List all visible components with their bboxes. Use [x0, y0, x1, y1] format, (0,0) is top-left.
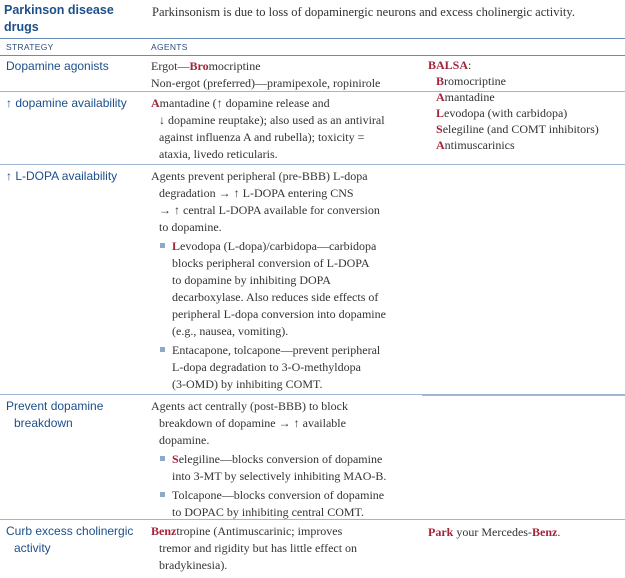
agents-cell	[151, 398, 417, 521]
agent-text: ataxia, livedo reticularis.	[159, 147, 278, 161]
agent-highlight: L	[172, 239, 181, 253]
agent-text: blocks peripheral conversion of L-DOPA	[172, 256, 370, 270]
balsa-item: ntimuscarinics	[444, 138, 515, 152]
agent-text: Entacapone, tolcapone—prevent peripheral	[172, 343, 381, 357]
agent-highlight: Bro	[189, 59, 209, 73]
agent-highlight: A	[151, 96, 160, 110]
agent-text: elegiline—blocks conversion of dopamine	[178, 452, 383, 466]
agents-cell	[151, 168, 417, 393]
agent-highlight: S	[172, 452, 179, 466]
agent-text: tropine (Antimuscarinic; improves	[176, 524, 343, 538]
mnemonic-highlight: Benz	[531, 525, 558, 539]
strategy-cell: ↑ L-DOPA availability	[6, 169, 118, 183]
mnemonic-highlight: Park	[428, 525, 454, 539]
page-title: Parkinson disease drugs	[4, 3, 114, 34]
agent-text: evodopa (L-dopa)/carbidopa—carbidopa	[180, 239, 377, 253]
agents-cell	[151, 58, 417, 92]
strategy-cell	[6, 398, 146, 432]
agents-cell	[151, 523, 417, 574]
bullet-square-icon	[160, 243, 165, 248]
agent-text: decarboxylase. Also reduces side effects of	[172, 290, 379, 304]
bullet-square-icon	[160, 492, 165, 497]
agent-text: dopamine.	[159, 433, 210, 447]
mnemonic-text: your Mercedes-	[453, 525, 532, 539]
column-header-agents: AGENTS	[151, 42, 188, 52]
agent-text: into 3-MT by selectively inhibiting MAO-B.	[172, 469, 387, 483]
balsa-letter: A	[436, 90, 445, 104]
balsa-item: elegiline (and COMT inhibitors)	[442, 122, 599, 136]
strategy-cell	[6, 523, 146, 557]
agent-text: Agents act centrally (post-BBB) to block	[151, 399, 348, 413]
balsa-letter: A	[436, 138, 445, 152]
table-row	[0, 520, 625, 576]
list-item	[151, 238, 417, 340]
list-item	[151, 342, 417, 393]
strategy-text: Prevent dopamine	[6, 399, 104, 413]
agent-text: Tolcapone—blocks conversion of dopamine	[172, 488, 385, 502]
strategy-text: Curb excess cholinergic	[6, 524, 134, 538]
agent-text: (3-OMD) by inhibiting COMT.	[172, 377, 323, 391]
list-item	[151, 451, 417, 485]
bullet-square-icon	[160, 456, 165, 461]
agent-text: ↓ dopamine reuptake); also used as an antiviral	[159, 113, 385, 127]
agent-text: bradykinesia).	[159, 558, 228, 572]
agent-text: degradation → ↑ L-DOPA entering CNS	[159, 186, 354, 200]
balsa-mnemonic	[428, 57, 623, 153]
strategy-text: activity	[14, 541, 51, 555]
agent-text: (e.g., nausea, vomiting).	[172, 324, 289, 338]
balsa-item: mantadine	[444, 90, 495, 104]
table-row	[0, 395, 625, 520]
benz-mnemonic	[428, 524, 623, 540]
agent-text: against influenza A and rubella); toxicity =	[159, 130, 365, 144]
agent-text: to dopamine by inhibiting DOPA	[172, 273, 331, 287]
balsa-letter: L	[436, 106, 445, 120]
agent-text: Agents prevent peripheral (pre-BBB) L-dopa	[151, 169, 368, 183]
agent-text: to dopamine.	[159, 220, 222, 234]
agent-text: mantadine (↑ dopamine release and	[159, 96, 330, 110]
list-item	[151, 487, 417, 521]
column-header-row	[0, 38, 625, 56]
balsa-letter: S	[436, 122, 443, 136]
balsa-item: evodopa (with carbidopa)	[444, 106, 568, 120]
balsa-item: romocriptine	[444, 74, 506, 88]
balsa-letter: B	[436, 74, 445, 88]
agent-text: L-dopa degradation to 3-O-methyldopa	[172, 360, 361, 374]
agent-highlight: Benz	[151, 524, 177, 538]
table-row	[0, 165, 625, 395]
agent-text: Ergot—	[151, 59, 190, 73]
agents-cell	[151, 95, 417, 163]
agent-text: breakdown of dopamine → ↑ available	[159, 416, 346, 430]
agent-text: → ↑ central L-DOPA available for conversion	[159, 203, 380, 217]
mnemonic-text: .	[557, 525, 561, 539]
strategy-cell: ↑ dopamine availability	[6, 96, 127, 110]
bullet-square-icon	[160, 347, 165, 352]
agent-text: peripheral L-dopa conversion into dopamine	[172, 307, 386, 321]
agent-text: to DOPAC by inhibiting central COMT.	[172, 505, 364, 519]
agent-text: tremor and rigidity but has little effect on	[159, 541, 358, 555]
agent-text: mocriptine	[208, 59, 261, 73]
balsa-colon: :	[468, 58, 472, 72]
page-description: Parkinsonism is due to loss of dopaminergic neurons and excess cholinergic activity.	[152, 5, 575, 19]
agent-text: Non-ergot (preferred)—pramipexole, ropinirole	[151, 76, 381, 90]
strategy-cell: Dopamine agonists	[6, 59, 109, 73]
column-header-strategy: STRATEGY	[6, 42, 54, 52]
strategy-text: breakdown	[14, 416, 73, 430]
balsa-title: BALSA	[428, 58, 469, 72]
